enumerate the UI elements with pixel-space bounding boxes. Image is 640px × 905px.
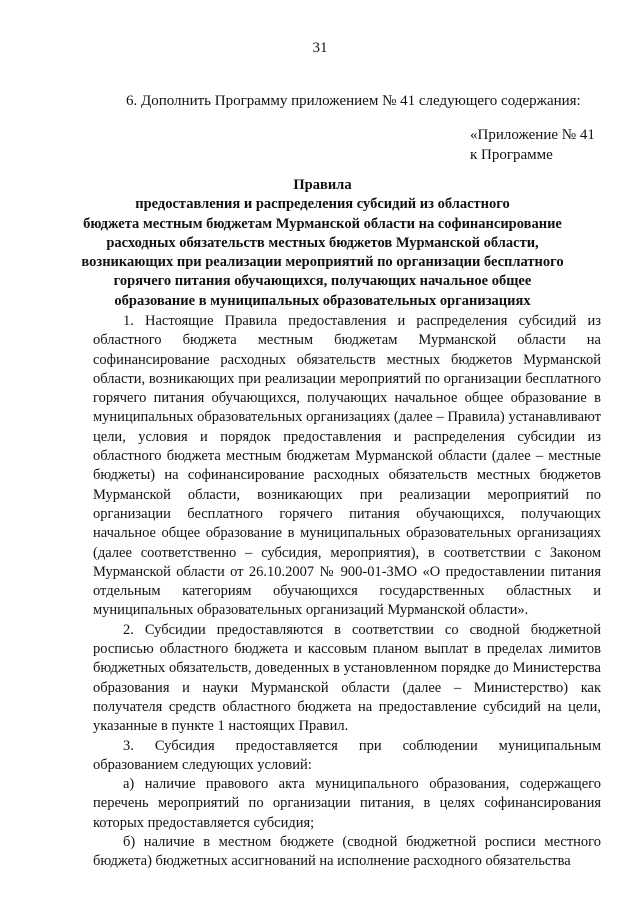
- heading-line: бюджета местным бюджетам Мурманской области на софинансирование: [83, 215, 562, 232]
- annex-line-1: «Приложение № 41: [470, 127, 595, 143]
- intro-line: 6. Дополнить Программу приложением № 41 следующего содержания:: [126, 93, 581, 109]
- heading-line: горячего питания обучающихся, получающих начальное общее: [113, 273, 532, 290]
- subitem-b: б) наличие в местном бюджете (сводной бюджетной росписи местного бюджета) бюджетных ассигнований на исполнение расходного обязательства: [93, 834, 601, 870]
- paragraph-1: 1. Настоящие Правила предоставления и распределения субсидий из областного бюджета местным бюджетам Мурманской области на софинансирование расходных обязательств местных бюджетов Мурманской области, возникающих при реализации мероприятий по организации бесплатного горячего питания обучающихся, получающих начальное общее образование в муниципальных образовательных организациях (далее – Правила) устанавливают цели, условия и порядок предоставления и распределения субсидии из областного бюджета местным бюджетам Мурманской области (далее – местные бюджеты) на софинансирование расходных обязательств местных бюджетов Мурманской области, возникающих при реализации мероприятий по организации бесплатного горячего питания обучающихся, получающих начальное общее образование в муниципальных образовательных организациях (далее соответственно – субсидия, мероприятия), в соответствии с Законом Мурманской области от 26.10.2007 № 900-01-ЗМО «О предоставлении питания отдельным категориям обучающихся государственных областных и муниципальных образовательных организаций Мурманской области».: [93, 313, 601, 619]
- heading-title: Правила: [293, 177, 352, 193]
- page-number: 31: [312, 40, 328, 56]
- heading-line: предоставления и распределения субсидий из областного: [135, 196, 510, 213]
- heading-line: возникающих при реализации мероприятий по организации бесплатного: [81, 254, 564, 271]
- subitem-a: а) наличие правового акта муниципального образования, содержащего перечень мероприятий по организации питания, в целях софинансирования которых предоставляется субсидия;: [93, 776, 601, 831]
- heading-line: образование в муниципальных образовательных организациях: [114, 292, 531, 309]
- paragraph-3: 3. Субсидия предоставляется при соблюдении муниципальным образованием следующих условий:: [93, 737, 601, 773]
- rules-heading: [60, 176, 585, 311]
- annex-reference: [470, 125, 595, 165]
- heading-line: расходных обязательств местных бюджетов Мурманской области,: [106, 234, 539, 251]
- paragraph-2: 2. Субсидии предоставляются в соответствии со сводной бюджетной росписью областного бюджета и кассовым планом выплат в пределах лимитов бюджетных обязательств, доведенных в установленном порядке до Министерства образования и науки Мурманской области (далее – Министерство) как получателя средств областного бюджета на предоставление субсидий на цели, указанные в пункте 1 настоящих Правил.: [93, 621, 601, 735]
- document-body: [93, 312, 601, 872]
- annex-line-2: к Программе: [470, 147, 553, 163]
